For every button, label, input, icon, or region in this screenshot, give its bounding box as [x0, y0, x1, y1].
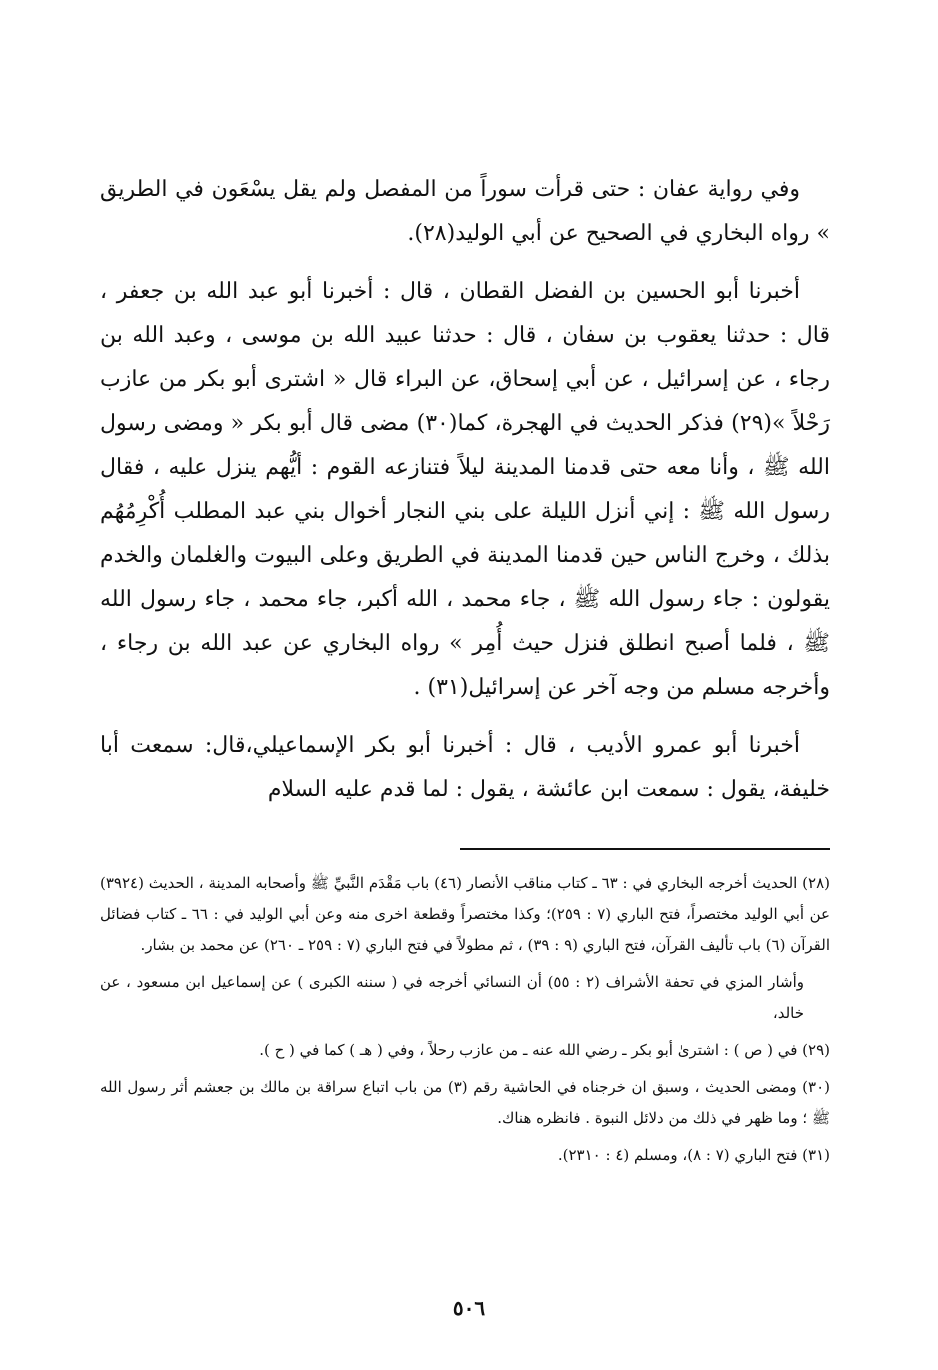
footnotes	[100, 868, 830, 1177]
page	[100, 168, 831, 1164]
footnote: وأشار المزي في تحفة الأشراف (٢ : ٥٥) أن النسائي أخرجه في ( سننه الكبرى ) عن إسماعيل ابن مسعود ، عن خالد،	[100, 973, 804, 1022]
page-number: ٥٠٦	[452, 1296, 486, 1320]
footnote: (٣٠) ومضى الحديث ، وسبق ان خرجناه في الحاشية رقم (٣) من باب اتباع سراقة بن مالك بن جعشم أثر رسول الله ﷺ ؛ وما ظهر في ذلك من دلائل النبوة . فانظره هناك.	[100, 1078, 830, 1127]
paragraph: وفي رواية عفان : حتى قرأت سوراً من المفصل ولم يقل يسْعَون في الطريق » رواه البخاري في الصحيح عن أبي الوليد(٢٨).	[100, 177, 830, 246]
footnote: (٣١) فتح الباري (٧ : ٨)، ومسلم (٤ : ٢٣١٠).	[557, 1146, 830, 1164]
footnote: (٢٩) في ( ص ) : اشترىٰ أبو بكر ـ رضي الله عنه ـ من عازب رحلاً ، وفي ( هـ ) كما في ( ح ).	[259, 1041, 830, 1059]
footnote-divider	[460, 848, 830, 850]
main-text	[100, 168, 830, 812]
footnote: (٢٨) الحديث أخرجه البخاري في : ٦٣ ـ كتاب مناقب الأنصار (٤٦) باب مَقْدَم النَّبيِّ ﷺ وأصحابه المدينة ، الحديث (٣٩٢٤) عن أبي الوليد مختصراً، فتح الباري (٧ : ٢٥٩)؛ وكذا مختصراً وقطعة اخرى منه وعن أبي الوليد في : ٦٦ ـ كتاب فضائل القرآن (٦) باب تأليف القرآن، فتح الباري (٩ : ٣٩) ، ثم مطولاً في فتح الباري (٧ : ٢٥٩ ـ ٢٦٠) عن محمد بن بشار.	[100, 874, 831, 954]
paragraph: أخبرنا أبو عمرو الأديب ، قال : أخبرنا أبو بكر الإسماعيلي،قال: سمعت أبا خليفة، يقول : سمعت ابن عائشة ، يقول : لما قدم عليه السلام	[100, 733, 830, 802]
paragraph: أخبرنا أبو الحسين بن الفضل القطان ، قال : أخبرنا أبو عبد الله بن جعفر ، قال : حدثنا يعقوب بن سفان ، قال : حدثنا عبيد الله بن موسى ، وعبد الله بن رجاء ، عن إسرائيل ، عن أبي إسحاق، عن البراء قال « اشترى أبو بكر من عازب رَحْلاً »(٢٩) فذكر الحديث في الهجرة، كما(٣٠) مضى قال أبو بكر « ومضى رسول الله ﷺ ، وأنا معه حتى قدمنا المدينة ليلاً فتنازعه القوم : أيُّهم ينزل عليه ، فقال رسول الله ﷺ : إني أنزل الليلة على بني النجار أخوال بني عبد المطلب أُكْرِمُهُم بذلك ، وخرج الناس حين قدمنا المدينة في الطريق وعلى البيوت والغلمان والخدم يقولون : جاء رسول الله ﷺ ، جاء محمد ، الله أكبر، جاء محمد ، جاء رسول الله ﷺ ، فلما أصبح انطلق فنزل حيث أُمِر » رواه البخاري عن عبد الله بن رجاء ، وأخرجه مسلم من وجه آخر عن إسرائيل(٣١) .	[100, 279, 831, 700]
